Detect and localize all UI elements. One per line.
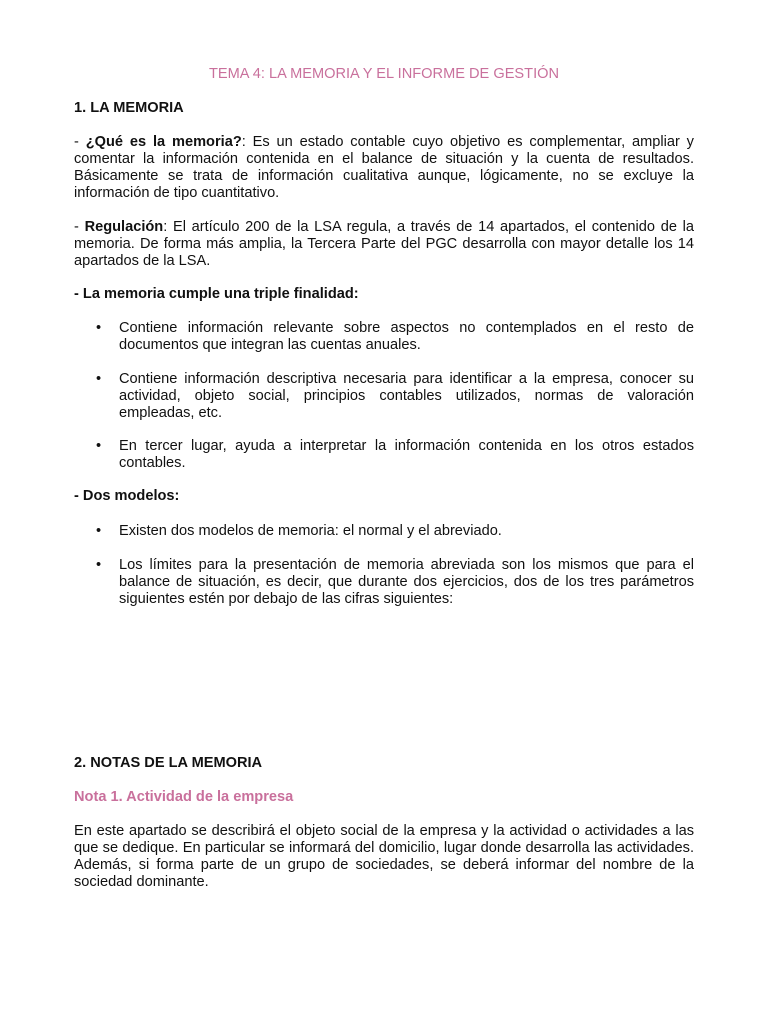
list-item-text: Existen dos modelos de memoria: el normal y el abreviado. [119, 523, 502, 539]
regulacion-term: Regulación [84, 219, 164, 235]
que-es-paragraph [74, 134, 694, 202]
document-title: TEMA 4: LA MEMORIA Y EL INFORME DE GESTIÓN [208, 66, 560, 82]
que-es-term: ¿Qué es la memoria? [85, 134, 242, 150]
list-item-text: En tercer lugar, ayuda a interpretar la información contenida en los otros estados contables. [119, 438, 694, 471]
list-item-text: Contiene información descriptiva necesaria para identificar a la empresa, conocer su actividad, objeto social, principios contables utilizados, normas de valoración empleadas, etc. [119, 371, 694, 421]
modelos-heading: - Dos modelos: [74, 488, 180, 504]
list-item [74, 371, 694, 422]
bullet-icon: • [96, 438, 102, 454]
list-item [74, 523, 694, 540]
regulacion-text: : El artículo 200 de la LSA regula, a través de 14 apartados, el contenido de la memoria. De forma más amplia, la Tercera Parte del PGC desarrolla con mayor detalle los 14 apartados de la LSA. [74, 219, 694, 269]
regulacion-prefix: - [74, 219, 85, 235]
finalidad-list [74, 320, 694, 472]
list-item [74, 438, 694, 472]
que-es-text: : Es un estado contable cuyo objetivo es complementar, ampliar y comentar la información contenida en el balance de situación y la cuenta de resultados. Básicamente se trata de información cualitativa aunque, lógicamente, no se excluye la información de tipo cuantitativo. [74, 134, 694, 201]
modelos-list [74, 523, 694, 608]
bullet-icon: • [96, 523, 102, 539]
section-1-heading: 1. LA MEMORIA [74, 100, 184, 116]
section-2-heading: 2. NOTAS DE LA MEMORIA [74, 755, 263, 771]
list-item [74, 557, 694, 608]
bullet-icon: • [96, 320, 102, 336]
regulacion-paragraph [74, 219, 694, 270]
nota-1-heading: Nota 1. Actividad de la empresa [74, 789, 294, 805]
bullet-icon: • [96, 557, 102, 573]
nota-1-paragraph: En este apartado se describirá el objeto social de la empresa y la actividad o actividades a las que se dedique. En particular se informará del domicilio, lugar donde desarrolla las actividades. Además, si forma parte de un grupo de sociedades, se deberá informar del nombre de la sociedad dominante. [74, 823, 694, 890]
list-item [74, 320, 694, 354]
finalidad-heading: - La memoria cumple una triple finalidad: [74, 286, 359, 302]
list-item-text: Los límites para la presentación de memoria abreviada son los mismos que para el balance de situación, es decir, que durante dos ejercicios, dos de los tres parámetros siguientes estén por debajo de las cifras siguientes: [119, 557, 694, 607]
document-page [74, 66, 694, 891]
que-es-prefix: - [74, 134, 86, 150]
bullet-icon: • [96, 371, 102, 387]
list-item-text: Contiene información relevante sobre aspectos no contemplados en el resto de documentos que integran las cuentas anuales. [119, 320, 694, 353]
